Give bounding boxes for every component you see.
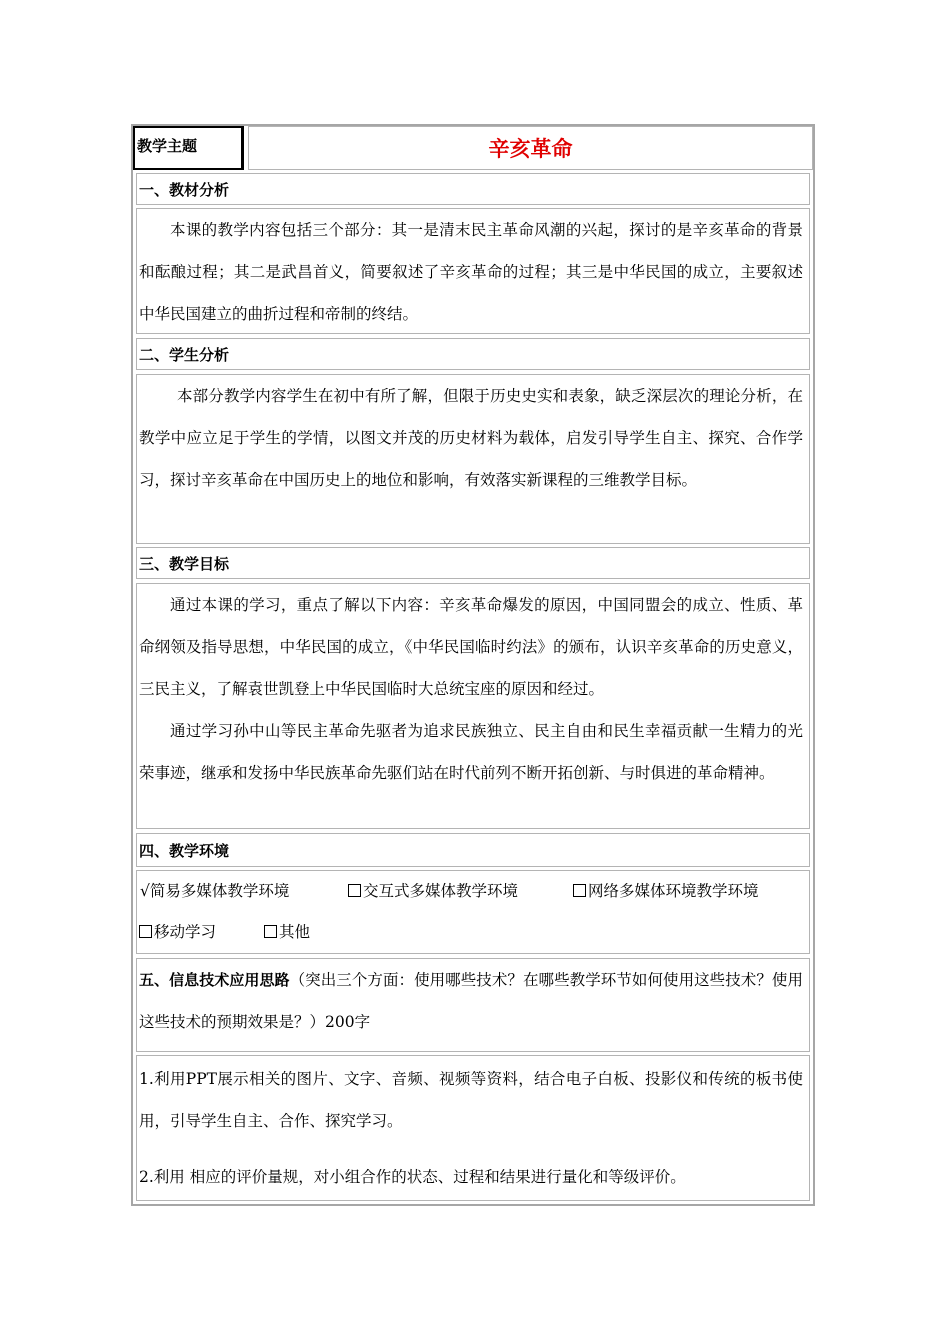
section5-item2: 2.利用 相应的评价量规，对小组合作的状态、过程和结果进行量化和等级评价。 — [139, 1168, 686, 1186]
section3-para2: 通过学习孙中山等民主革命先驱者为追求民族独立、民主自由和民生幸福贡献一生精力的光荣事迹，继承和发扬中华民族革命先驱们站在时代前列不断开拓创新、与时俱进的革命精神。 — [139, 722, 803, 782]
section4-body-row — [136, 870, 810, 954]
env-option-interactive[interactable] — [348, 879, 518, 901]
env-option-label: 简易多媒体教学环境 — [149, 882, 290, 900]
env-option-simple[interactable] — [140, 879, 289, 901]
section5-body-row — [136, 1055, 810, 1201]
section2-heading: 二、学生分析 — [139, 346, 230, 364]
section5-note: （突出三个方面：使用哪些技术？在哪些教学环节如何使用这些技术？使用这些技术的预期效果是？）200字 — [139, 971, 803, 1031]
section2-text: 本部分教学内容学生在初中有所了解，但限于历史史实和表象，缺乏深层次的理论分析，在教学中应立足于学生的学情，以图文并茂的历史材料为载体，启发引导学生自主、探究、合作学习，探讨辛亥革命在中国历史上的地位和影响，有效落实新课程的三维教学目标。 — [139, 387, 803, 489]
section1-heading: 一、教材分析 — [139, 181, 230, 199]
env-option-label: 交互式多媒体教学环境 — [363, 882, 519, 900]
section3-heading: 三、教学目标 — [139, 555, 230, 573]
env-option-mobile[interactable] — [139, 920, 216, 942]
section3-para1: 通过本课的学习，重点了解以下内容：辛亥革命爆发的原因，中国同盟会的成立、性质、革命纲领及指导思想，中华民国的成立，《中华民国临时约法》的颁布，认识辛亥革命的历史意义，三民主义，了解袁世凯登上中华民国临时大总统宝座的原因和经过。 — [139, 596, 803, 698]
topic-label-cell — [133, 126, 244, 170]
env-option-label: 其他 — [279, 923, 311, 941]
env-option-network[interactable] — [573, 879, 759, 901]
section1-heading-row — [136, 173, 810, 205]
section4-heading-row — [136, 833, 810, 867]
section2-body-row — [136, 374, 810, 544]
checkbox-icon[interactable] — [264, 925, 277, 938]
section2-heading-row — [136, 338, 810, 370]
topic-label: 教学主题 — [137, 137, 198, 155]
section3-heading-row — [136, 547, 810, 579]
lesson-plan-table — [131, 124, 815, 1206]
topic-title: 辛亥革命 — [488, 137, 573, 161]
section4-heading: 四、教学环境 — [139, 842, 230, 860]
section5-heading-row — [136, 958, 810, 1052]
topic-title-cell — [248, 126, 813, 170]
env-option-other[interactable] — [264, 920, 310, 942]
check-mark-icon: √ — [140, 882, 150, 900]
section1-body-row — [136, 208, 810, 334]
section1-text: 本课的教学内容包括三个部分：其一是清末民主革命风潮的兴起，探讨的是辛亥革命的背景和酝酿过程；其二是武昌首义，简要叙述了辛亥革命的过程；其三是中华民国的成立，主要叙述中华民国建立的曲折过程和帝制的终结。 — [139, 221, 803, 323]
checkbox-icon[interactable] — [348, 884, 361, 897]
section5-heading-block — [137, 959, 809, 1043]
section5-item1: 1.利用PPT展示相关的图片、文字、音频、视频等资料，结合电子白板、投影仪和传统的板书使用，引导学生自主、合作、探究学习。 — [139, 1070, 803, 1130]
section3-body-row — [136, 583, 810, 829]
checkbox-icon[interactable] — [573, 884, 586, 897]
checkbox-icon[interactable] — [139, 925, 152, 938]
env-option-label: 移动学习 — [154, 923, 217, 941]
section5-heading: 五、信息技术应用思路 — [139, 971, 290, 989]
env-option-label: 网络多媒体环境教学环境 — [588, 882, 759, 900]
